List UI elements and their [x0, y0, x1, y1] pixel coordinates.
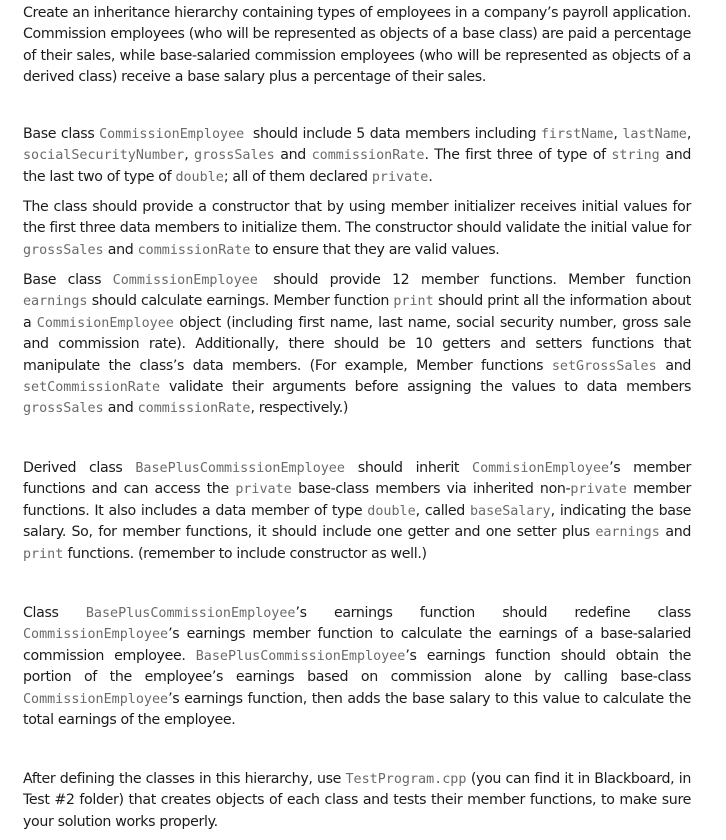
- text-run: validate their arguments before assigning the values to data members: [160, 379, 691, 396]
- code-keyword: private: [235, 482, 292, 498]
- text-run: ,: [184, 147, 195, 164]
- text-run: .: [428, 168, 433, 185]
- code-function: setCommissionRate: [23, 380, 161, 396]
- code-member: baseSalary: [469, 503, 551, 519]
- derived-class-paragraph: [23, 458, 691, 565]
- after-paragraph: [23, 769, 691, 833]
- code-member: lastName: [622, 127, 687, 142]
- code-class-name: CommissionEmployee: [23, 627, 169, 643]
- intro-paragraph: [23, 3, 691, 89]
- text-run: member functions. It also includes a data member of type: [23, 481, 692, 519]
- text-run: ,: [686, 126, 692, 142]
- code-keyword: private: [570, 482, 627, 498]
- code-function: earnings: [595, 525, 660, 541]
- text-run: Base class: [23, 126, 100, 142]
- text-run: and: [659, 524, 691, 541]
- text-run: After defining the classes in this hierarchy, use: [23, 771, 346, 787]
- code-class-name: BasePlusCommissionEmployee: [85, 606, 296, 621]
- text-run: Class: [23, 605, 86, 621]
- text-run: and: [103, 241, 138, 258]
- text-run: should print all the information about a: [23, 293, 691, 331]
- code-type: double: [367, 503, 416, 519]
- code-class-name: BasePlusCommissionEmployee: [135, 461, 345, 476]
- text-run: ’s earnings function, then adds the base salary to this value to calculate the total earnings of the employee.: [23, 690, 691, 729]
- text-run: ,: [613, 126, 623, 142]
- text-run: The class should provide a constructor that by using member initializer receives initial values for the first three data members to initialize them. The constructor should validate the initial value for: [23, 199, 691, 237]
- text-run: object (including first name, last name, social security number, gross sale and commission rate). Additionally, there should be 10 getters and setters functions that manipulate the class’s data members. (For example, Member functions: [23, 314, 691, 374]
- code-class-name: CommissionEmployee: [99, 127, 253, 142]
- code-member: commissionRate: [137, 401, 251, 417]
- text-run: Base class: [23, 272, 113, 288]
- code-keyword: private: [371, 169, 429, 185]
- text-run: Derived class: [23, 460, 136, 476]
- text-run: should provide 12 member functions. Member function: [273, 272, 691, 288]
- text-run: ; all of them declared: [223, 168, 372, 185]
- text-run: ’s earnings function should obtain the portion of the employee’s earnings based on commission alone by calling base-class: [23, 647, 691, 686]
- text-run: and: [274, 147, 312, 164]
- text-run: (you can find it in Blackboard, in Test #2 folder) that creates objects of each class and tests their member functions, to make sure your solution works properly.: [23, 771, 691, 830]
- text-run: ’s earnings member function to calculate the earnings of a base-salaried commission employee.: [23, 626, 691, 664]
- intro-text: Create an inheritance hierarchy containing types of employees in a company’s payroll application. Commission employees (who will be represented as objects of a base class) are paid a percentage of their sales, while base-salaried commission employees (who will be represented as objects of a derived class) receive a base salary plus a percentage of their sales.: [23, 5, 691, 86]
- member-functions-paragraph: [23, 270, 691, 420]
- code-member: firstName: [540, 127, 614, 142]
- code-member: commissionRate: [311, 148, 425, 164]
- code-class-name: BasePlusCommissionEmployee: [195, 648, 406, 664]
- code-member: grossSales: [23, 401, 104, 417]
- code-function: earnings: [23, 294, 88, 310]
- text-run: and: [656, 357, 691, 374]
- code-member: socialSecurityNumber: [23, 148, 185, 164]
- code-class-name: CommissionEmployee: [112, 273, 274, 288]
- code-member: grossSales: [194, 148, 275, 164]
- code-class-name: CommisionEmployee: [472, 461, 610, 476]
- text-run: should calculate earnings. Member function: [87, 293, 394, 310]
- redefine-paragraph: [23, 603, 691, 731]
- text-run: ’s earnings function should redefine class: [295, 605, 691, 621]
- code-filename: TestProgram.cpp: [345, 772, 467, 787]
- code-type: double: [175, 169, 224, 185]
- text-run: ’s member functions and can access the: [23, 460, 691, 498]
- text-run: functions. (remember to include constructor as well.): [63, 545, 427, 562]
- text-run: , called: [415, 502, 470, 519]
- text-run: base-class members via inherited non-: [291, 481, 571, 498]
- text-run: , indicating the base salary. So, for member functions, it should include one getter and one setter plus: [23, 502, 691, 541]
- code-class-name: CommissionEmployee: [23, 691, 169, 707]
- text-run: , respectively.): [250, 400, 349, 417]
- base-members-paragraph: [23, 124, 691, 188]
- text-run: . The first three of type of: [424, 147, 612, 164]
- code-class-name: CommisionEmployee: [36, 315, 174, 331]
- text-run: should include 5 data members including: [252, 126, 541, 142]
- constructor-paragraph: [23, 197, 691, 261]
- code-type: string: [611, 148, 660, 164]
- code-member: grossSales: [23, 242, 104, 258]
- text-run: should inherit: [344, 460, 473, 476]
- text-run: to ensure that they are valid values.: [250, 241, 500, 258]
- code-member: commissionRate: [137, 242, 251, 258]
- text-run: and: [103, 400, 138, 417]
- code-function: print: [393, 294, 434, 310]
- code-function: setGrossSales: [551, 358, 657, 374]
- text-run: and the last two of type of: [23, 147, 691, 185]
- code-function: print: [23, 546, 64, 562]
